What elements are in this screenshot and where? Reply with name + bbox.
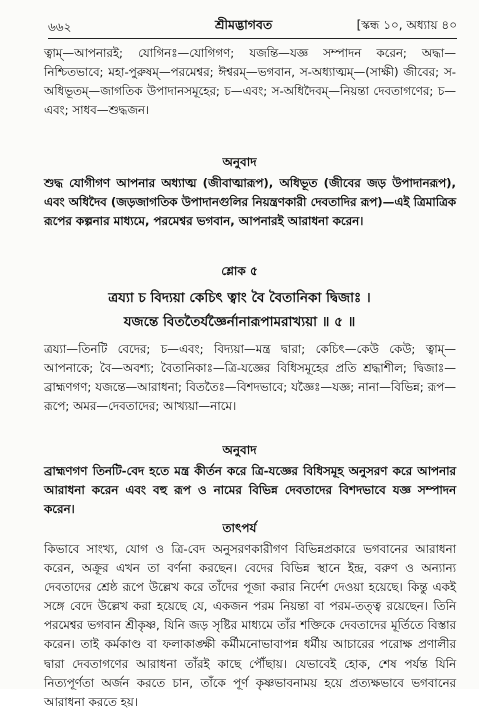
page-header [48, 10, 457, 39]
translation-heading-4: অনুবাদ [222, 155, 257, 169]
translation-heading-5: অনুবাদ [222, 443, 257, 457]
running-title: শ্রীমদ্ভাগবত [215, 17, 273, 32]
verse-line-2: যজন্তে বিততৈর্যজ্ঞৈর্নানারূপামরাখ্যয়া ॥ ৫ ॥ [123, 314, 356, 330]
chapter-location: [স্কন্ধ ১০, অধ্যায় ৪০ [356, 18, 457, 32]
page-number: ৬৬২ [48, 20, 72, 34]
verse-line-1: ত্রয্যা চ বিদ্যয়া কেচিৎ ত্বাং বৈ বৈতানিকা দ্বিজাঃ । [108, 290, 371, 306]
word-meaning-block-4: ত্বাম্—আপনারই; যোগিনঃ—যোগিগণ; যজন্তি—যজ্ঞ সম্পাদন করেন; অদ্ধা—নিশ্চিতভাবে; মহা-পুরুষম্—পরমেশ্বর; ঈশ্বরম্—ভগবান, স-অধ্যাত্মম্—(সাক্ষী) জীবের; স-অধিভূতম্—জাগতিক উপাদানসমূহের; চ—এবং; স-অধিদৈবম্—নিয়ন্তা দেবতাগণের; চ—এবং; সাধব—শুদ্ধজন। [44, 46, 456, 118]
verse-number-heading: শ্লোক ৫ [221, 264, 258, 278]
translation-text-5: ব্রাহ্মণগণ তিনটি-বেদ হতে মন্ত্র কীর্তন করে ত্রি-যজ্ঞের বিধিসমূহ অনুসরণ করে আপনার আরাধনা করেন এবং বহু রূপ ও নামের বিভিন্ন দেবতাদের বিশদভাবে যজ্ঞ সম্পাদন করেন। [44, 464, 456, 517]
translation-text-4: শুদ্ধ যোগীগণ আপনার অধ্যাত্ম (জীবাত্মারূপ), অধিভূত (জীবের জড় উপাদানরূপ), এবং অধিদৈব (জড়জাগতিক উপাদানগুলির নিয়ন্ত্রণকারী দেবতাদির রূপ)—এই ত্রিমাত্রিক রূপের কল্পনার মাধ্যমে, পরমেশ্বর ভগবান, আপনারই আরাধনা করেন। [44, 176, 456, 229]
word-meaning-block-5: ত্রয্যা—তিনটি বেদের; চ—এবং; বিদ্যয়া—মন্ত্র দ্বারা; কেচিৎ—কেউ কেউ; ত্বাম্—আপনাকে; বৈ—অবশ্য; বৈতানিকাঃ—ত্রি-যজ্ঞের বিধিসমূহের প্রতি শ্রদ্ধাশীল; দ্বিজাঃ—ব্রাহ্মণগণ; যজন্তে—আরাধনা; বিততৈঃ—বিশদভাবে; যজ্ঞৈঃ—যজ্ঞ; নানা—বিভিন্ন; রূপ—রূপে; অমর—দেবতাদের; আখ্যয়া—নামে। [44, 342, 456, 414]
purport-text: কিভাবে সাংখ্য, যোগ ও ত্রি-বেদ অনুসরণকারীগণ বিভিন্নপ্রকারে ভগবানের আরাধনা করেন, অক্রূর এখন তা বর্ণনা করছেন। বেদের বিভিন্ন স্থানে ইন্দ্র, বরুণ ও অন্যান্য দেবতাদের শ্রেষ্ঠ রূপে উল্লেখ করে তাঁদের পূজা করার নির্দেশ দেওয়া হয়েছে। কিন্তু একই সঙ্গে বেদে উল্লেখ করা হয়েছে যে, একজন পরম নিয়ন্তা বা পরম-তত্ত্ব রয়েছেন। তিনি পরমেশ্বর ভগবান শ্রীকৃষ্ণ, যিনি জড় সৃষ্টির মাধ্যমে তাঁর শক্তিকে দেবতাদের মূর্তিতে বিস্তার করেন। তাই কর্মকাণ্ড বা ফলাকাঙ্ক্ষী কর্মীমনোভাবাপন্ন ধর্মীয় আচারের পরোক্ষ প্রণালীর দ্বারা দেবতাগণের আরাধনা তাঁরই কাছে পৌঁছায়। যেভাবেই হোক, শেষ পর্যন্ত যিনি নিত্যপূর্ণতা অর্জন করতে চান, তাঁকে পূর্ণ কৃষ্ণভাবনাময় হয়ে প্রত্যক্ষভাবে ভগবানের আরাধনা করতে হয়। [44, 542, 456, 709]
purport-heading: তাৎপর্য [222, 521, 257, 535]
